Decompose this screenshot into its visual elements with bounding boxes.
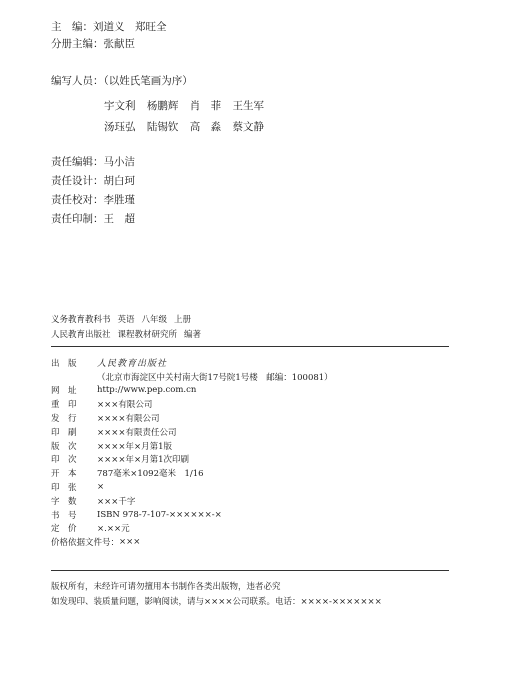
- info-key: 印 张: [51, 483, 77, 494]
- chief-editor-row: [51, 20, 193, 35]
- info-row: [51, 397, 333, 411]
- info-row: [51, 508, 333, 522]
- editors-block: [51, 20, 193, 89]
- info-row: [51, 356, 333, 370]
- responsible-editor-row: [51, 153, 135, 172]
- copyright-notice: 版权所有，未经许可请勿擅用本书制作各类出版物，违者必究: [51, 582, 281, 592]
- publisher-logo: 人民教育出版社: [97, 359, 168, 370]
- footer-notice: [51, 580, 382, 610]
- info-value: （北京市海淀区中关村南大街17号院1号楼 邮编：100081）: [97, 372, 333, 383]
- responsible-value: 王 超: [103, 213, 135, 225]
- volume-editor-name: 张献臣: [103, 38, 135, 50]
- writers-row-1: [104, 98, 272, 113]
- book-title-block: [51, 313, 201, 342]
- responsible-print-row: [51, 210, 135, 229]
- info-key: 开 本: [51, 469, 77, 480]
- info-value: ×××: [119, 537, 141, 548]
- info-value: ISBN 978-7-107-××××××-×: [97, 509, 222, 520]
- info-row: [51, 411, 333, 425]
- volume-editor-label: 分册主编：: [51, 38, 104, 50]
- writer-name: 宇文利: [104, 100, 136, 112]
- info-row: [51, 370, 333, 384]
- info-row: [51, 535, 333, 549]
- info-value: ×××有限公司: [97, 400, 153, 411]
- writers-row-2: [104, 119, 272, 134]
- book-subject: 英语: [117, 315, 135, 325]
- info-row: [51, 522, 333, 536]
- chief-editor-names: 刘道义 郑旺全: [93, 21, 167, 33]
- info-row: [51, 453, 333, 467]
- writer-name: 杨鹏辉: [146, 100, 179, 112]
- info-value: ×.××元: [97, 524, 130, 535]
- info-value: ×××千字: [97, 496, 136, 507]
- info-row: [51, 439, 333, 453]
- responsible-label: 责任印制：: [51, 213, 104, 225]
- info-key: 网 址: [51, 386, 77, 397]
- info-key: 书 号: [51, 510, 77, 521]
- info-value: ××××有限公司: [97, 414, 160, 425]
- publisher-name: 人民教育出版社: [51, 330, 111, 340]
- writer-name: 高 淼: [189, 121, 222, 133]
- compiler-row: [51, 328, 201, 342]
- compiled-label: 编著: [184, 330, 202, 340]
- responsible-value: 李胜瑾: [103, 194, 135, 206]
- info-value: ×: [97, 482, 105, 493]
- responsible-label: 责任校对：: [51, 194, 104, 206]
- compiler-name: 课程教材研究所: [117, 330, 178, 340]
- book-grade: 八年级: [141, 315, 168, 325]
- responsible-proof-row: [51, 191, 135, 210]
- info-value: ××××有限责任公司: [97, 427, 177, 438]
- writers-label: 编写人员：（以姓氏笔画为序）: [51, 75, 193, 87]
- writer-name: 陆锡钦: [146, 121, 179, 133]
- writer-name: 蔡文静: [232, 121, 265, 133]
- responsible-value: 胡白珂: [103, 175, 135, 187]
- writer-name: 汤珏弘: [104, 121, 136, 133]
- info-row: [51, 466, 333, 480]
- info-row: [51, 480, 333, 494]
- info-key: 出 版: [51, 358, 77, 369]
- writer-name: 肖 菲: [189, 100, 222, 112]
- info-key: 印 次: [51, 455, 77, 466]
- info-key: 发 行: [51, 414, 77, 425]
- top-divider: [51, 346, 449, 347]
- book-title-row: [51, 313, 201, 327]
- chief-editor-label: 主 编：: [51, 21, 93, 33]
- info-key: 字 数: [51, 496, 77, 507]
- info-value: http://www.pep.com.cn: [97, 385, 197, 396]
- responsible-value: 马小洁: [103, 156, 135, 168]
- info-row: [51, 384, 333, 398]
- publication-info: [51, 356, 333, 549]
- info-value: ××××年×月第1版: [97, 441, 173, 452]
- quality-notice: 如发现印、装质量问题，影响阅读，请与××××公司联系。电话：××××-×××××××: [51, 597, 382, 607]
- responsible-label: 责任编辑：: [51, 156, 104, 168]
- info-key: 印 刷: [51, 427, 77, 438]
- info-row: [51, 425, 333, 439]
- info-key: 版 次: [51, 441, 77, 452]
- responsible-design-row: [51, 172, 135, 191]
- writer-name: 王生军: [232, 100, 265, 112]
- info-key: 重 印: [51, 400, 77, 411]
- writers-label-row: [51, 74, 193, 89]
- bottom-divider: [51, 570, 449, 571]
- info-row: [51, 494, 333, 508]
- info-key: 价格依据文件号：: [51, 538, 120, 549]
- info-key: 定 价: [51, 524, 77, 535]
- volume-editor-row: [51, 37, 193, 52]
- info-value: 787毫米×1092毫米 1/16: [97, 469, 204, 480]
- book-volume: 上册: [174, 315, 192, 325]
- responsible-label: 责任设计：: [51, 175, 104, 187]
- info-value: ××××年×月第1次印刷: [97, 455, 190, 466]
- book-series: 义务教育教科书: [51, 315, 111, 325]
- responsible-staff: [51, 153, 135, 229]
